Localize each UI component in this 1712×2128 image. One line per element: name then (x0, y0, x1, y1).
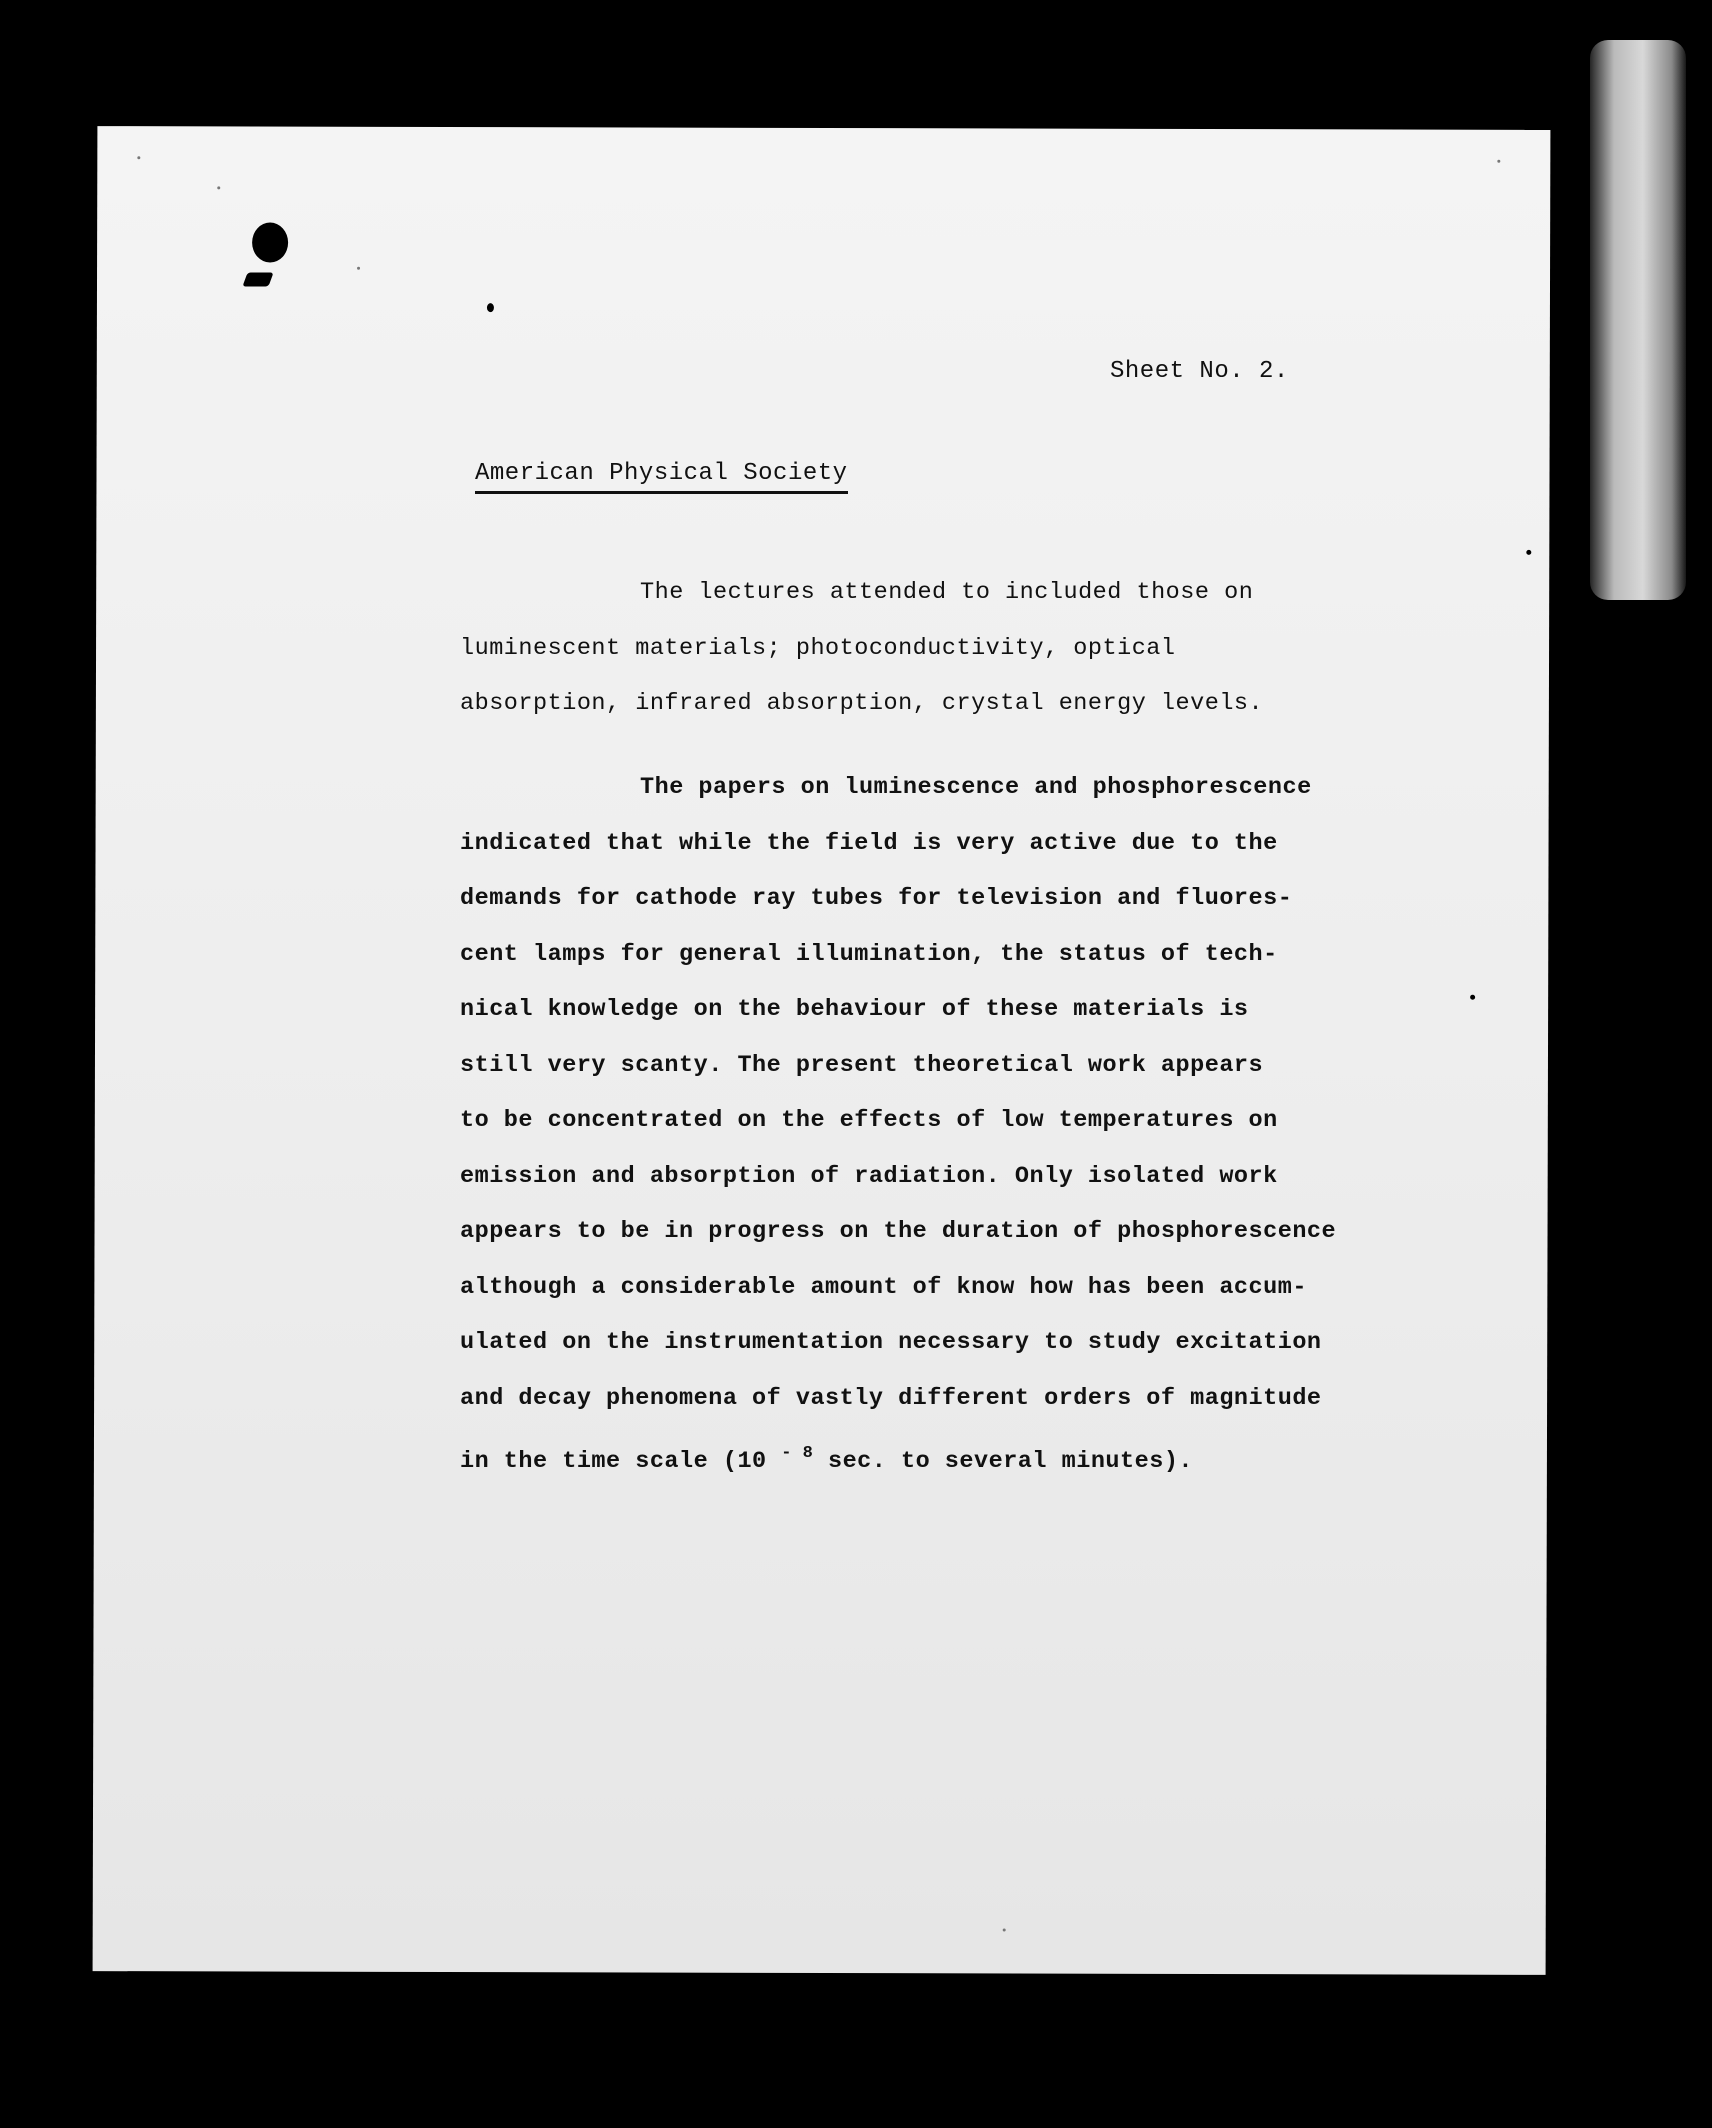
paragraph-2-line: to be concentrated on the effects of low temperatures on (460, 1107, 1278, 1134)
paragraph-1-line: absorption, infrared absorption, crystal energy levels. (460, 690, 1264, 717)
sheet-number: Sheet No. 2. (1110, 358, 1289, 385)
paragraph-2-line: still very scanty. The present theoretical work appears (460, 1051, 1264, 1079)
paragraph-2-line: emission and absorption of radiation. Only isolated work (460, 1162, 1278, 1190)
last-line-start: in the time scale (10 (460, 1448, 782, 1475)
ink-dot (487, 303, 494, 312)
paragraph-1 (460, 565, 1263, 732)
paragraph-2-line: and decay phenomena of vastly different orders of magnitude (460, 1384, 1322, 1412)
speck (357, 267, 360, 270)
document-heading: American Physical Society (475, 460, 848, 494)
speck (1497, 160, 1500, 163)
paragraph-2-line: cent lamps for general illumination, the status of tech- (460, 940, 1278, 968)
ink-blot (252, 223, 288, 263)
film-edge-strip (1590, 40, 1686, 600)
ink-mark (242, 272, 273, 286)
paragraph-1-line: The lectures attended to included those on (640, 579, 1254, 606)
paragraph-2-line: nical knowledge on the behaviour of these materials is (460, 996, 1249, 1023)
last-line-end: sec. to several minutes). (813, 1448, 1194, 1475)
paragraph-2-line: ulated on the instrumentation necessary to study excitation (460, 1329, 1322, 1356)
paragraph-2-line: although a considerable amount of know how has been accum- (460, 1273, 1307, 1301)
paragraph-2-line: appears to be in progress on the duration of phosphorescence (460, 1218, 1337, 1245)
exponent: - 8 (781, 1444, 814, 1463)
speck (1526, 550, 1531, 555)
paragraph-2-last-line (460, 1426, 1336, 1482)
paragraph-2-line: indicated that while the field is very active due to the (460, 829, 1278, 857)
paragraph-2-line: demands for cathode ray tubes for television and fluores- (460, 885, 1293, 912)
speck (217, 186, 220, 189)
speck (137, 156, 140, 159)
paragraph-1-line: luminescent materials; photoconductivity, optical (460, 634, 1176, 662)
speck (1003, 1928, 1006, 1931)
speck (1470, 995, 1475, 1000)
paragraph-2 (460, 760, 1336, 1482)
paragraph-2-line: The papers on luminescence and phosphorescence (640, 774, 1312, 801)
